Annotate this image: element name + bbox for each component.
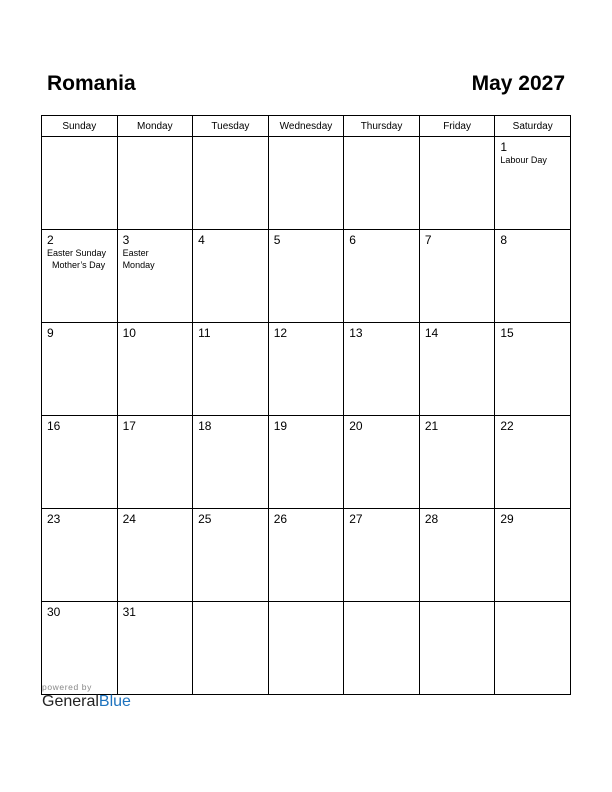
calendar-grid	[41, 115, 571, 695]
week-row	[42, 137, 571, 230]
day-number: 23	[47, 512, 61, 526]
day-cell	[495, 230, 571, 323]
day-number: 19	[273, 419, 288, 433]
week-row	[42, 509, 571, 602]
day-cell	[268, 416, 344, 509]
day-number: 24	[122, 512, 136, 526]
day-cell	[344, 416, 420, 509]
day-cell	[419, 230, 495, 323]
day-cell	[117, 230, 193, 323]
empty-day-cell	[193, 137, 269, 230]
brand-general-text: General	[42, 693, 99, 710]
country-title: Romania	[47, 72, 136, 95]
day-cell	[344, 509, 420, 602]
day-number: 20	[349, 419, 363, 433]
brand-blue-text: Blue	[98, 693, 131, 710]
empty-day-cell	[117, 137, 193, 230]
day-number: 18	[198, 419, 212, 433]
day-number: 12	[273, 326, 288, 340]
day-cell	[193, 509, 269, 602]
day-number: 1	[500, 140, 508, 154]
day-number: 8	[500, 233, 508, 247]
empty-day-cell	[344, 602, 420, 695]
day-number: 21	[424, 419, 439, 433]
day-number: 15	[500, 326, 514, 340]
empty-day-cell	[495, 602, 571, 695]
day-number: 10	[122, 326, 136, 340]
day-cell	[495, 137, 571, 230]
day-number: 13	[349, 326, 363, 340]
day-number: 25	[198, 512, 212, 526]
day-cell	[419, 509, 495, 602]
day-number: 26	[273, 512, 288, 526]
day-cell	[42, 416, 118, 509]
day-cell	[193, 230, 269, 323]
weekday-header: Sunday	[42, 116, 118, 137]
day-number: 7	[424, 233, 432, 247]
day-number: 28	[424, 512, 439, 526]
day-cell	[419, 323, 495, 416]
month-year-title: May 2027	[471, 72, 565, 95]
day-cell	[268, 509, 344, 602]
day-cell	[117, 323, 193, 416]
day-cell	[42, 509, 118, 602]
empty-day-cell	[193, 602, 269, 695]
holiday-label: Mother’s Day	[52, 260, 106, 270]
week-row	[42, 602, 571, 695]
day-cell	[42, 602, 118, 695]
day-number: 14	[424, 326, 439, 340]
day-number: 31	[122, 605, 136, 619]
empty-day-cell	[268, 602, 344, 695]
powered-by-label: powered by	[42, 682, 92, 692]
weekday-header-row	[42, 116, 571, 137]
week-row	[42, 230, 571, 323]
day-cell	[117, 416, 193, 509]
day-number: 30	[47, 605, 61, 619]
generalblue-logo[interactable]	[42, 693, 131, 711]
holiday-label: Monday	[122, 260, 155, 270]
weekday-header: Saturday	[495, 116, 571, 137]
day-cell	[117, 602, 193, 695]
empty-day-cell	[42, 137, 118, 230]
day-cell	[193, 416, 269, 509]
day-number: 4	[198, 233, 205, 247]
weekday-header: Tuesday	[193, 116, 269, 137]
day-number: 3	[122, 233, 130, 247]
day-number: 29	[500, 512, 514, 526]
week-row	[42, 416, 571, 509]
day-number: 6	[349, 233, 356, 247]
day-cell	[268, 230, 344, 323]
day-cell	[344, 323, 420, 416]
holiday-label: Easter	[122, 248, 149, 258]
weekday-header: Friday	[419, 116, 495, 137]
day-cell	[117, 509, 193, 602]
day-number: 5	[273, 233, 281, 247]
empty-day-cell	[344, 137, 420, 230]
empty-day-cell	[419, 602, 495, 695]
weekday-header: Monday	[117, 116, 193, 137]
day-cell	[42, 323, 118, 416]
weekday-header: Wednesday	[268, 116, 344, 137]
day-cell	[495, 416, 571, 509]
holiday-label: Easter Sunday	[47, 248, 107, 258]
day-number: 9	[47, 326, 54, 340]
weekday-header: Thursday	[344, 116, 420, 137]
footer-branding	[42, 682, 131, 711]
day-number: 22	[500, 419, 514, 433]
day-number: 11	[198, 326, 211, 340]
day-cell	[268, 323, 344, 416]
day-cell	[193, 323, 269, 416]
day-cell	[42, 230, 118, 323]
day-number: 2	[47, 233, 54, 247]
empty-day-cell	[419, 137, 495, 230]
day-number: 16	[47, 419, 61, 433]
empty-day-cell	[268, 137, 344, 230]
day-cell	[419, 416, 495, 509]
day-number: 17	[122, 419, 136, 433]
day-cell	[495, 509, 571, 602]
day-cell	[344, 230, 420, 323]
day-number: 27	[349, 512, 363, 526]
week-row	[42, 323, 571, 416]
day-cell	[495, 323, 571, 416]
holiday-label: Labour Day	[500, 155, 547, 165]
